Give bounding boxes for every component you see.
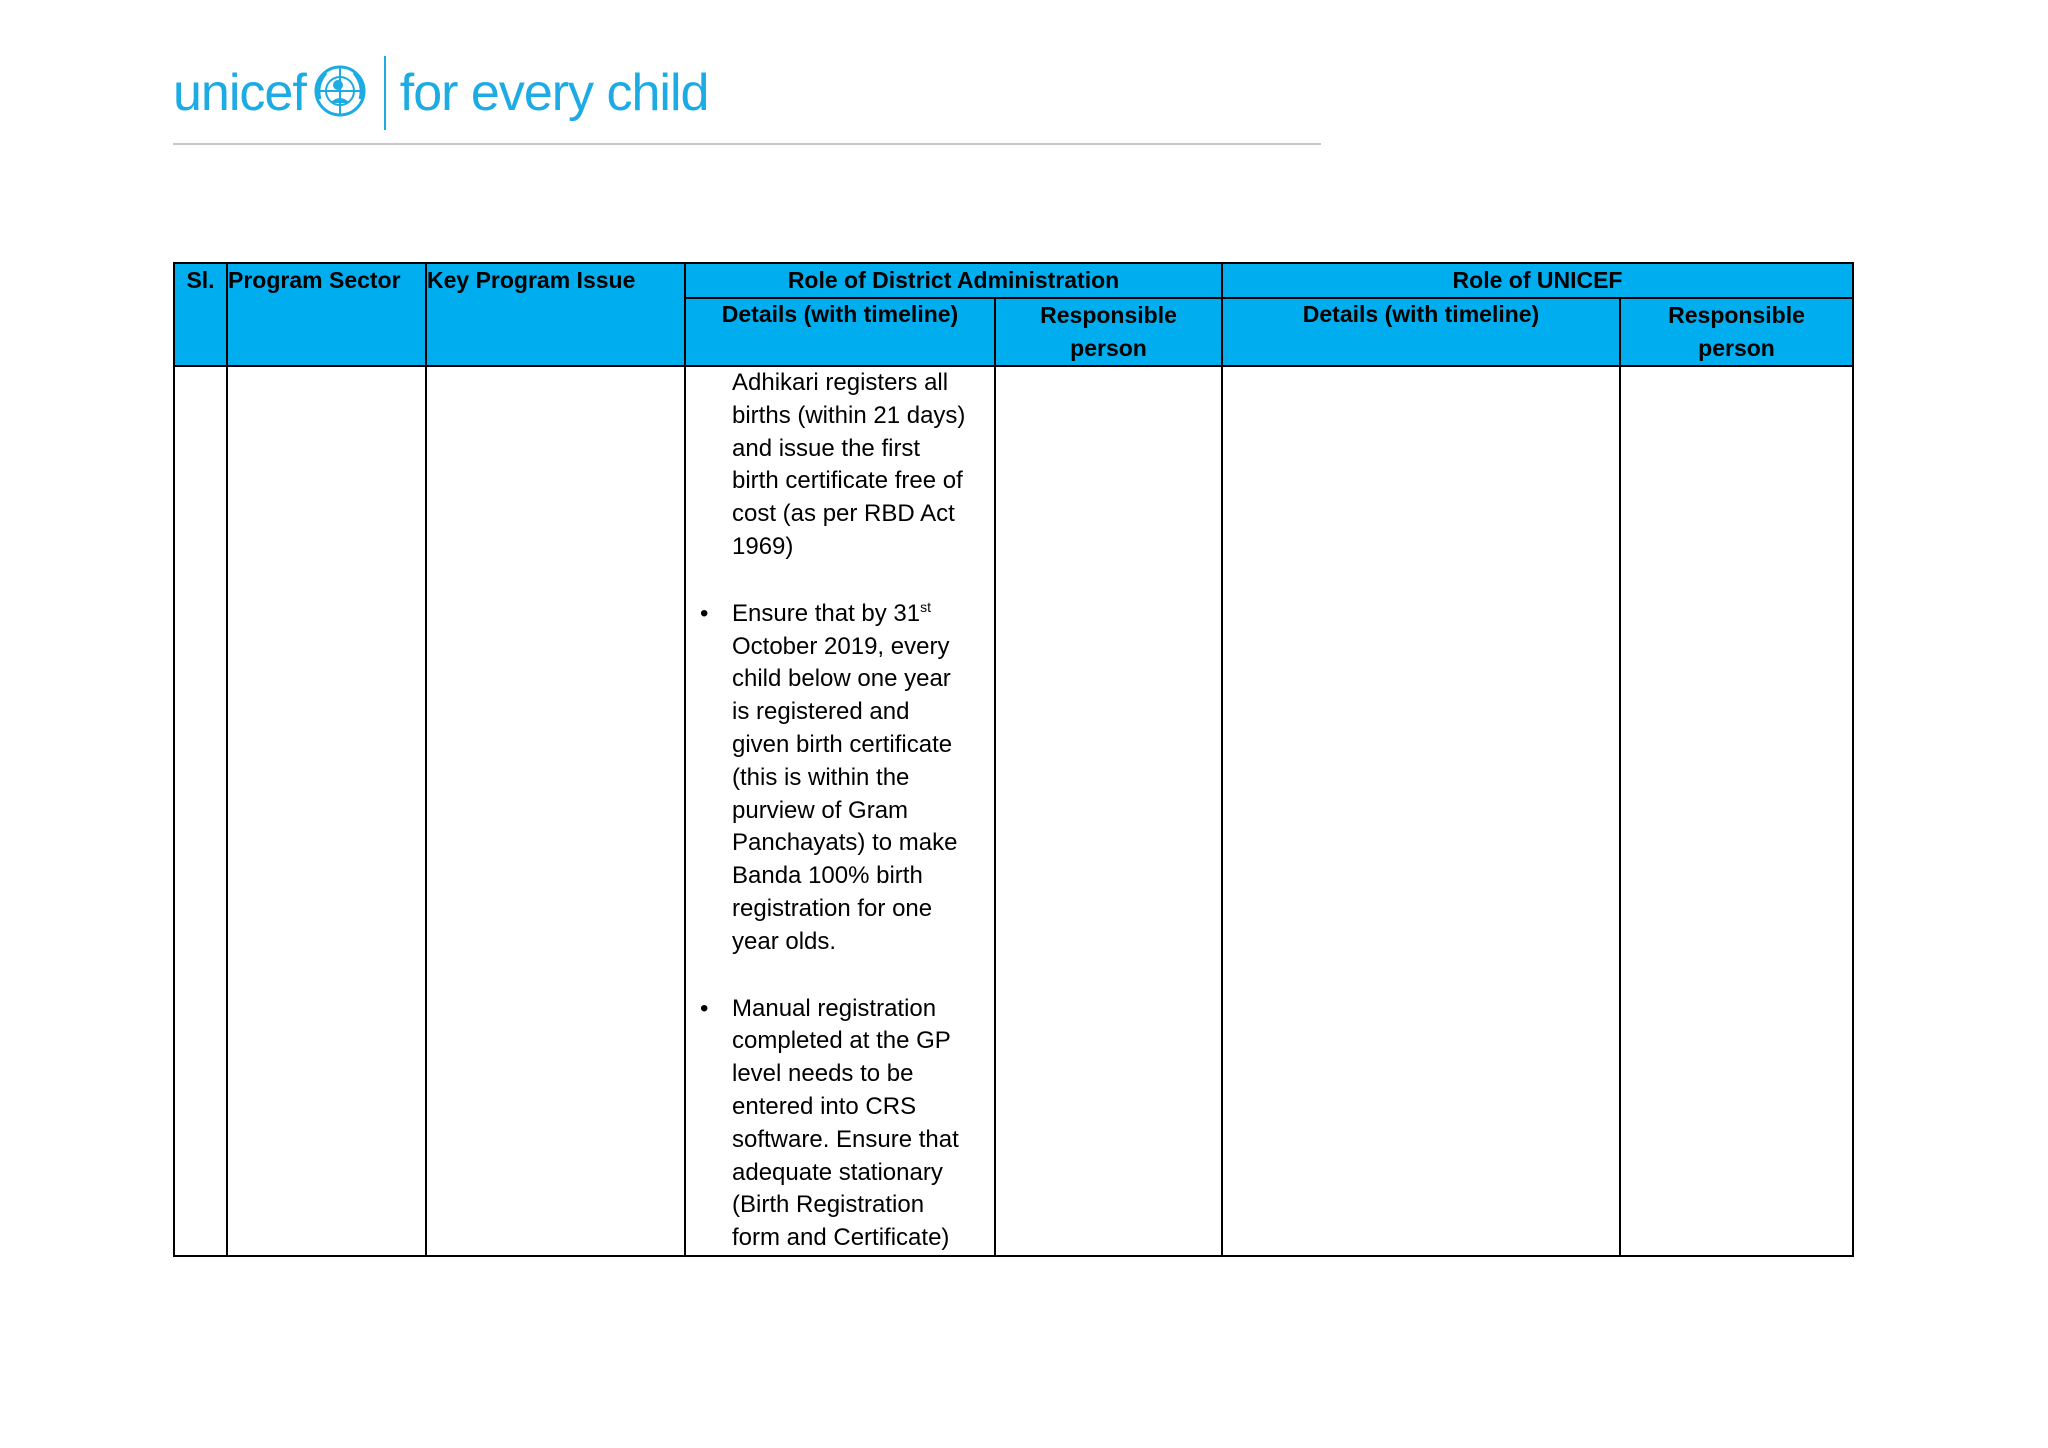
action-plan-table: [173, 262, 1854, 1257]
superscript-ordinal: st: [920, 598, 932, 615]
unicef-emblem-icon: [312, 63, 368, 124]
subheader-timeline-label: (with timeline): [803, 301, 959, 327]
header-key-program-issue: Key Program Issue: [426, 263, 685, 366]
table-row: [174, 366, 1853, 1256]
header-divider: [173, 143, 1321, 145]
logo-divider: [384, 56, 386, 130]
cell-district-details: [685, 366, 995, 1256]
cell-district-responsible: [995, 366, 1222, 1256]
subheader-details-label: Details: [721, 301, 804, 327]
bullet-text: Manual registration completed at the GP level needs to be entered into CRS software. Ensure that adequate stationary (Birth Registration form and Certificate): [732, 994, 959, 1252]
subheader-details-label: Details: [1302, 301, 1385, 327]
header-program-sector: Program Sector: [227, 263, 426, 366]
subheader-responsible-line2: person: [1698, 335, 1775, 361]
header-role-district-administration: Role of District Administration: [685, 263, 1222, 298]
unicef-logo: [173, 56, 708, 130]
bullet-text: [732, 598, 972, 959]
subheader-unicef-responsible: [1620, 298, 1853, 366]
details-continued-text: Adhikari registers all births (within 21 days) and issue the first birth certificate free of cost (as per RBD Act 1969): [732, 369, 966, 560]
bullet-text-part: October 2019, every child below one year is registered and given birth certificate (this is within the purview of Gram Panchayats) to make Banda 100% birth registration for one year olds.: [732, 632, 958, 955]
header-sl: Sl.: [174, 263, 227, 366]
cell-sl: [174, 366, 227, 1256]
logo-brand-text: unicef: [173, 64, 306, 122]
subheader-district-responsible: [995, 298, 1222, 366]
subheader-timeline-label: (with timeline): [1384, 301, 1540, 327]
list-item: [686, 598, 994, 959]
bullet-text-part: Ensure that by 31: [732, 599, 921, 627]
logo-tagline: for every child: [399, 64, 709, 122]
bullet-icon: •: [700, 599, 709, 627]
table-header-row: [174, 263, 1853, 298]
cell-unicef-details: [1222, 366, 1620, 1256]
details-bullet-list: [686, 598, 994, 1255]
cell-program-sector: [227, 366, 426, 1256]
subheader-responsible-line1: Responsible: [1040, 302, 1177, 328]
subheader-responsible-line2: person: [1070, 335, 1147, 361]
cell-key-program-issue: [426, 366, 685, 1256]
header-role-unicef: Role of UNICEF: [1222, 263, 1853, 298]
subheader-responsible-line1: Responsible: [1668, 302, 1805, 328]
subheader-unicef-details: [1222, 298, 1620, 366]
subheader-district-details: [685, 298, 995, 366]
list-item: [686, 993, 994, 1255]
bullet-icon: •: [700, 994, 709, 1022]
cell-unicef-responsible: [1620, 366, 1853, 1256]
